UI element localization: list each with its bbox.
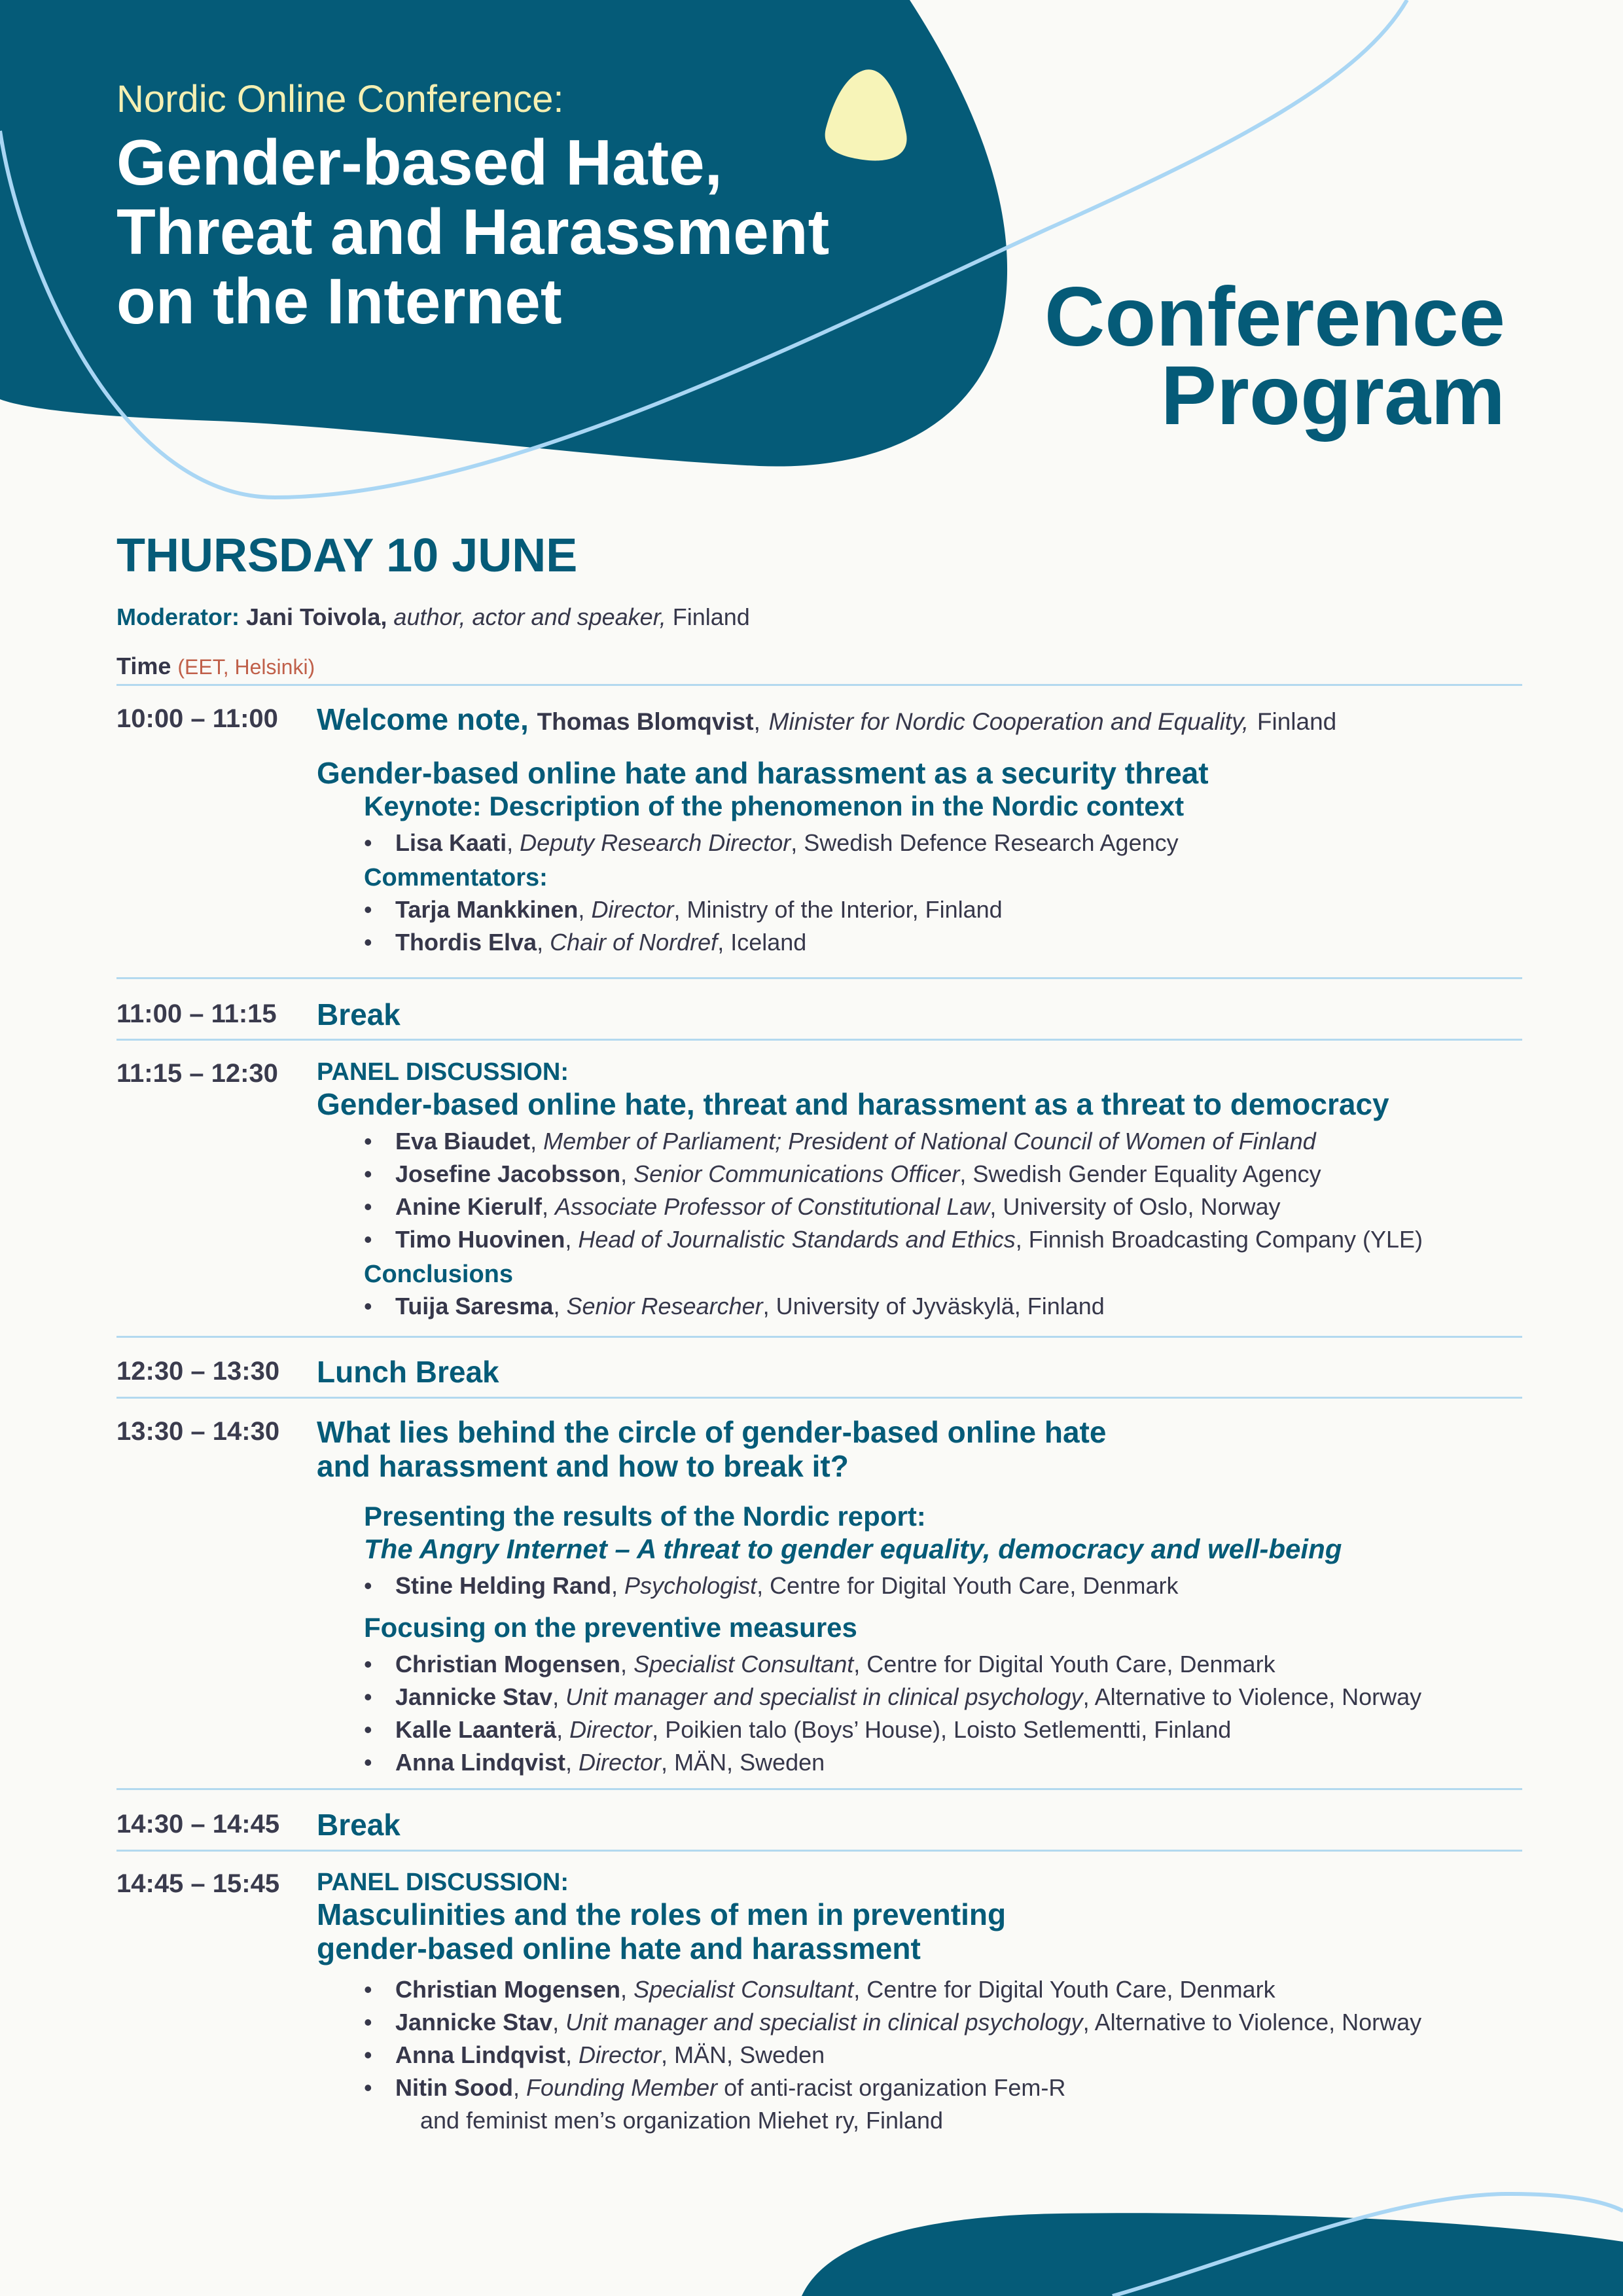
speaker-org: Ministry of the Interior, Finland — [687, 896, 1003, 923]
speaker-org: of anti-racist organization Fem-R — [724, 2074, 1066, 2101]
speaker-role: Senior Researcher — [566, 1293, 763, 1319]
speaker-role: Director — [569, 1716, 652, 1743]
speaker-item: • Anine Kierulf, Associate Professor of Constitutional Law, University of Oslo, Norway — [364, 1191, 1522, 1223]
speaker-org: Centre for Digital Youth Care, Denmark — [770, 1572, 1179, 1599]
speaker-name: Nitin Sood — [395, 2074, 513, 2101]
divider — [116, 1336, 1522, 1338]
speaker-item: • Timo Huovinen, Head of Journalistic Standards and Ethics, Finnish Broadcasting Company (YLE) — [364, 1223, 1522, 1256]
speaker-name: Christian Mogensen — [395, 1651, 621, 1677]
session-time: 11:15 – 12:30 — [116, 1059, 278, 1088]
speaker-role: Unit manager and specialist in clinical psychology — [565, 1683, 1083, 1710]
speaker-role: Director — [579, 2041, 662, 2068]
session-title-line: Masculinities and the roles of men in preventing — [317, 1897, 1007, 1931]
speaker-item: • Josefine Jacobsson, Senior Communications Officer, Swedish Gender Equality Agency — [364, 1158, 1522, 1191]
speaker-org: Swedish Defence Research Agency — [804, 829, 1179, 856]
speaker-name: Kalle Laanterä — [395, 1716, 557, 1743]
session-time: 13:30 – 14:30 — [116, 1417, 280, 1446]
speaker-role: Founding Member — [526, 2074, 718, 2101]
commentator-list — [364, 893, 1522, 959]
speaker-role: Unit manager and specialist in clinical psychology — [565, 2009, 1083, 2036]
conclusions-list — [364, 1290, 1522, 1323]
session-content — [317, 1057, 1522, 1323]
session-content — [317, 997, 1522, 1031]
welcome-title: Welcome note, — [317, 702, 529, 736]
session-title: Lunch Break — [317, 1355, 499, 1389]
speaker-role: Psychologist — [624, 1572, 757, 1599]
time-label: Time — [116, 653, 171, 679]
welcome-speaker-name: Thomas Blomqvist — [537, 708, 754, 735]
speaker-name: Jannicke Stav — [395, 2009, 553, 2036]
program-title — [1044, 270, 1505, 442]
speaker-name: Jannicke Stav — [395, 1683, 553, 1710]
speaker-role: Specialist Consultant — [633, 1976, 854, 2003]
speaker-org: Finnish Broadcasting Company (YLE) — [1028, 1226, 1423, 1253]
session-time: 10:00 – 11:00 — [116, 704, 278, 733]
session-title: Break — [317, 1808, 401, 1842]
speaker-item: • Eva Biaudet, Member of Parliament; President of National Council of Women of Finland — [364, 1125, 1522, 1158]
speaker-item: • Anna Lindqvist, Director, MÄN, Sweden — [364, 2039, 1522, 2072]
speaker-org: MÄN, Sweden — [674, 1749, 825, 1776]
speaker-role: Associate Professor of Constitutional Law — [555, 1193, 990, 1220]
speaker-name: Eva Biaudet — [395, 1128, 531, 1155]
divider — [116, 684, 1522, 686]
divider — [116, 1788, 1522, 1790]
moderator-country: Finland — [672, 603, 750, 630]
program-title-line: Program — [1160, 349, 1505, 442]
conclusions-title: Conclusions — [364, 1261, 514, 1288]
divider — [116, 1039, 1522, 1041]
speaker-role: Senior Communications Officer — [633, 1160, 960, 1187]
speaker-org: Poikien talo (Boys’ House), Loisto Setlementti, Finland — [665, 1716, 1232, 1743]
keynote-title: Keynote: Description of the phenomenon in the Nordic context — [364, 791, 1185, 821]
speaker-org: Alternative to Violence, Norway — [1094, 2009, 1422, 2036]
speaker-org-continued: and feminist men’s organization Miehet ry, Finland — [420, 2107, 944, 2134]
report-title: Presenting the results of the Nordic report: — [364, 1501, 926, 1532]
conference-kicker: Nordic Online Conference: — [116, 78, 564, 120]
speaker-item: • Thordis Elva, Chair of Nordref, Iceland — [364, 926, 1522, 959]
speaker-name: Stine Helding Rand — [395, 1572, 612, 1599]
speaker-role: Member of Parliament; President of National Council of Women of Finland — [543, 1128, 1316, 1155]
welcome-line: Welcome note, Thomas Blomqvist, Minister for Nordic Cooperation and Equality, Finland — [317, 702, 1337, 736]
program-title-line: Conference — [1044, 270, 1505, 364]
speaker-item: • Lisa Kaati, Deputy Research Director, Swedish Defence Research Agency — [364, 827, 1522, 859]
panelist-list — [364, 1973, 1522, 2137]
speaker-item: • Christian Mogensen, Specialist Consultant, Centre for Digital Youth Care, Denmark — [364, 1648, 1522, 1681]
divider — [116, 1850, 1522, 1852]
session-time: 14:30 – 14:45 — [116, 1810, 280, 1839]
session-content — [317, 1867, 1522, 2137]
moderator-role: author, actor and speaker, — [393, 603, 666, 630]
speaker-item: • Nitin Sood, Founding Member of anti-racist organization Fem-R and feminist men’s organization Miehet ry, Finland — [364, 2072, 1522, 2137]
session-content — [317, 1415, 1522, 1779]
speaker-name: Anna Lindqvist — [395, 1749, 565, 1776]
speaker-org: Iceland — [730, 929, 807, 956]
speaker-name: Timo Huovinen — [395, 1226, 565, 1253]
speaker-item: • Anna Lindqvist, Director, MÄN, Sweden — [364, 1746, 1522, 1779]
conference-title-line: Gender-based Hate, — [116, 126, 722, 198]
speaker-org: Swedish Gender Equality Agency — [972, 1160, 1321, 1187]
day-heading: THURSDAY 10 JUNE — [116, 529, 578, 582]
session-title-line: What lies behind the circle of gender-based online hate — [317, 1415, 1107, 1449]
speaker-role: Chair of Nordref — [550, 929, 718, 956]
speaker-name: Tarja Mankkinen — [395, 896, 579, 923]
speaker-name: Anine Kierulf — [395, 1193, 543, 1220]
speaker-role: Head of Journalistic Standards and Ethics — [578, 1226, 1016, 1253]
welcome-speaker-role: Minister for Nordic Cooperation and Equality, — [768, 708, 1249, 735]
session-title: Gender-based online hate, threat and harassment as a threat to democracy — [317, 1087, 1389, 1121]
panel-label: PANEL DISCUSSION: — [317, 1058, 569, 1086]
divider — [116, 1397, 1522, 1399]
speaker-name: Josefine Jacobsson — [395, 1160, 621, 1187]
speaker-name: Tuija Saresma — [395, 1293, 554, 1319]
speaker-name: Anna Lindqvist — [395, 2041, 565, 2068]
speaker-org: University of Oslo, Norway — [1003, 1193, 1281, 1220]
footer-blob-shape — [802, 2213, 1623, 2296]
session-content — [317, 1355, 1522, 1389]
speaker-org: University of Jyväskylä, Finland — [776, 1293, 1105, 1319]
speaker-role: Deputy Research Director — [520, 829, 791, 856]
conference-title-line: Threat and Harassment — [116, 196, 830, 268]
session-content — [317, 1808, 1522, 1842]
speaker-org: Alternative to Violence, Norway — [1094, 1683, 1422, 1710]
conference-title — [116, 128, 829, 336]
speaker-item: • Jannicke Stav, Unit manager and specialist in clinical psychology, Alternative to Violence, Norway — [364, 2006, 1522, 2039]
session-title: Break — [317, 997, 401, 1031]
speaker-role: Director — [579, 1749, 662, 1776]
speaker-item: • Tuija Saresma, Senior Researcher, University of Jyväskylä, Finland — [364, 1290, 1522, 1323]
session-title-line: and harassment and how to break it? — [317, 1449, 849, 1483]
speaker-org: MÄN, Sweden — [674, 2041, 825, 2068]
prevent-speaker-list — [364, 1648, 1522, 1779]
speaker-role: Specialist Consultant — [633, 1651, 854, 1677]
conference-title-line: on the Internet — [116, 265, 562, 337]
prevent-title: Focusing on the preventive measures — [364, 1612, 857, 1643]
moderator-name: Jani Toivola, — [246, 603, 387, 630]
speaker-org: Centre for Digital Youth Care, Denmark — [866, 1976, 1275, 2003]
panel-label: PANEL DISCUSSION: — [317, 1869, 569, 1896]
session-title-line: gender-based online hate and harassment — [317, 1931, 921, 1965]
session-title: Gender-based online hate and harassment as a security threat — [317, 756, 1209, 790]
session-time: 14:45 – 15:45 — [116, 1869, 280, 1898]
panelist-list — [364, 1125, 1522, 1256]
speaker-name: Christian Mogensen — [395, 1976, 621, 2003]
session-content — [317, 702, 1522, 959]
time-column-header — [116, 653, 315, 680]
session-time: 11:00 – 11:15 — [116, 999, 277, 1028]
report-speaker-list — [364, 1570, 1522, 1602]
welcome-speaker-country: Finland — [1257, 708, 1337, 735]
time-zone: (EET, Helsinki) — [177, 655, 315, 679]
speaker-name: Thordis Elva — [395, 929, 537, 956]
speaker-item: • Jannicke Stav, Unit manager and specialist in clinical psychology, Alternative to Violence, Norway — [364, 1681, 1522, 1713]
divider — [116, 977, 1522, 979]
speaker-item: • Tarja Mankkinen, Director, Ministry of the Interior, Finland — [364, 893, 1522, 926]
speaker-role: Director — [591, 896, 674, 923]
speaker-item: • Kalle Laanterä, Director, Poikien talo (Boys’ House), Loisto Setlementti, Finland — [364, 1713, 1522, 1746]
report-subtitle: The Angry Internet – A threat to gender equality, democracy and well-being — [364, 1534, 1342, 1564]
session-time: 12:30 – 13:30 — [116, 1357, 280, 1386]
moderator-label: Moderator: — [116, 603, 240, 630]
speaker-item: • Christian Mogensen, Specialist Consultant, Centre for Digital Youth Care, Denmark — [364, 1973, 1522, 2006]
commentators-title: Commentators: — [364, 864, 548, 891]
speaker-item: • Stine Helding Rand, Psychologist, Centre for Digital Youth Care, Denmark — [364, 1570, 1522, 1602]
moderator-line — [116, 603, 750, 631]
speaker-org: Centre for Digital Youth Care, Denmark — [866, 1651, 1275, 1677]
speaker-name: Lisa Kaati — [395, 829, 507, 856]
keynote-speaker-list — [364, 827, 1522, 859]
